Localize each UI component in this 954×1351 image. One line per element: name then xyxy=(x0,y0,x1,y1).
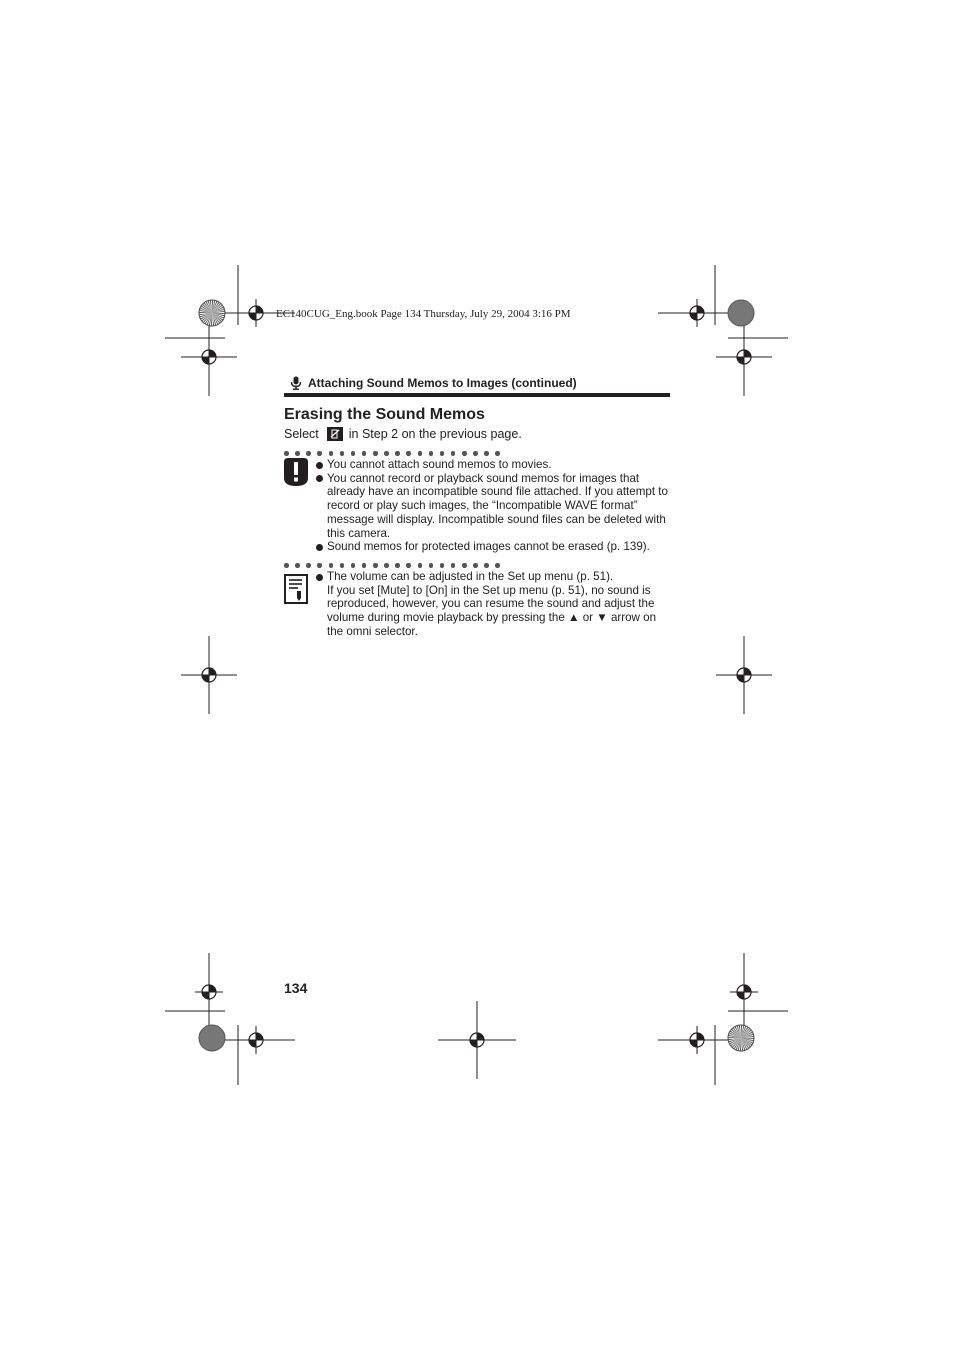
instruction xyxy=(284,427,522,441)
separator-dot xyxy=(284,451,289,456)
separator-dot xyxy=(418,563,423,568)
separator-dot xyxy=(329,563,334,568)
separator-dot xyxy=(373,451,378,456)
grey-target xyxy=(728,300,754,326)
separator-dot xyxy=(440,451,445,456)
separator-dot xyxy=(484,451,489,456)
list-item-continued: If you set [Mute] to [On] in the Set up menu (p. 51), no sound is reproduced, however, you can resume the sound and adjust the volume during movie playback by pressing the ▲ or ▼ arrow on the omni selector. xyxy=(327,583,657,638)
registration-quadrant xyxy=(256,306,263,313)
registration-quadrant xyxy=(249,313,256,320)
separator-dot xyxy=(317,451,322,456)
registration-quadrant xyxy=(249,1040,256,1047)
separator-dot xyxy=(295,451,300,456)
separator-dot xyxy=(451,563,456,568)
registration-quadrant xyxy=(470,1040,477,1047)
separator-dot xyxy=(384,563,389,568)
registration-quadrant xyxy=(209,668,216,675)
registration-quadrant xyxy=(697,1033,704,1040)
separator-dot xyxy=(373,563,378,568)
separator-dot xyxy=(384,451,389,456)
separator-dot xyxy=(340,451,345,456)
registration-quadrant xyxy=(202,992,209,999)
registration-quadrant xyxy=(744,985,751,992)
caution-icon xyxy=(284,458,308,486)
registration-quadrant xyxy=(690,313,697,320)
instruction-before: Select xyxy=(284,427,319,441)
section-header-text: Attaching Sound Memos to Images (continued) xyxy=(308,376,577,390)
separator-dot xyxy=(462,563,467,568)
erase-sound-icon xyxy=(327,427,343,441)
registration-quadrant xyxy=(737,357,744,364)
instruction-after: in Step 2 on the previous page. xyxy=(348,427,522,441)
registration-quadrant xyxy=(202,675,209,682)
separator-dot xyxy=(340,563,345,568)
registration-quadrant xyxy=(256,1033,263,1040)
separator-dot xyxy=(440,563,445,568)
separator-dot xyxy=(495,563,500,568)
separator-dot xyxy=(451,451,456,456)
separator-dot xyxy=(406,563,411,568)
separator-dot xyxy=(395,563,400,568)
file-header: EC140CUG_Eng.book Page 134 Thursday, July 29, 2004 3:16 PM xyxy=(276,308,571,320)
separator-dot xyxy=(362,563,367,568)
separator-dot xyxy=(406,451,411,456)
section-rule xyxy=(284,393,670,397)
separator-dot xyxy=(429,563,434,568)
registration-quadrant xyxy=(209,985,216,992)
separator-dot xyxy=(429,451,434,456)
separator-dot xyxy=(473,451,478,456)
registration-quadrant xyxy=(477,1033,484,1040)
microphone-icon xyxy=(290,376,302,390)
dotted-separator xyxy=(284,563,500,569)
section-header xyxy=(290,376,577,390)
list-item: The volume can be adjusted in the Set up menu (p. 51). xyxy=(316,570,672,584)
list-item: Sound memos for protected images cannot be erased (p. 139). xyxy=(316,540,672,554)
separator-dot xyxy=(418,451,423,456)
registration-quadrant xyxy=(202,357,209,364)
list-item: You cannot record or playback sound memos for images that already have an incompatible sound file attached. If you attempt to record or play such images, the “Incompatible WAVE format” message will display. Incompatible sound files can be deleted with this camera. xyxy=(316,472,672,541)
separator-dot xyxy=(495,451,500,456)
dotted-separator xyxy=(284,451,500,457)
grey-target xyxy=(199,1025,225,1051)
separator-dot xyxy=(351,563,356,568)
page-title: Erasing the Sound Memos xyxy=(284,406,485,423)
separator-dot xyxy=(484,563,489,568)
registration-quadrant xyxy=(690,1040,697,1047)
registration-quadrant xyxy=(744,350,751,357)
separator-dot xyxy=(462,451,467,456)
separator-dot xyxy=(395,451,400,456)
registration-quadrant xyxy=(744,668,751,675)
separator-dot xyxy=(295,563,300,568)
registration-quadrant xyxy=(737,675,744,682)
list-item: You cannot attach sound memos to movies. xyxy=(316,458,672,472)
registration-quadrant xyxy=(737,992,744,999)
separator-dot xyxy=(362,451,367,456)
page-number: 134 xyxy=(284,980,308,996)
separator-dot xyxy=(473,563,478,568)
separator-dot xyxy=(284,563,289,568)
separator-dot xyxy=(306,563,311,568)
registration-quadrant xyxy=(209,350,216,357)
registration-quadrant xyxy=(697,306,704,313)
separator-dot xyxy=(329,451,334,456)
separator-dot xyxy=(306,451,311,456)
caution-list xyxy=(316,458,672,554)
memo-note-icon xyxy=(284,574,308,604)
separator-dot xyxy=(317,563,322,568)
separator-dot xyxy=(351,451,356,456)
note-list xyxy=(316,570,672,639)
